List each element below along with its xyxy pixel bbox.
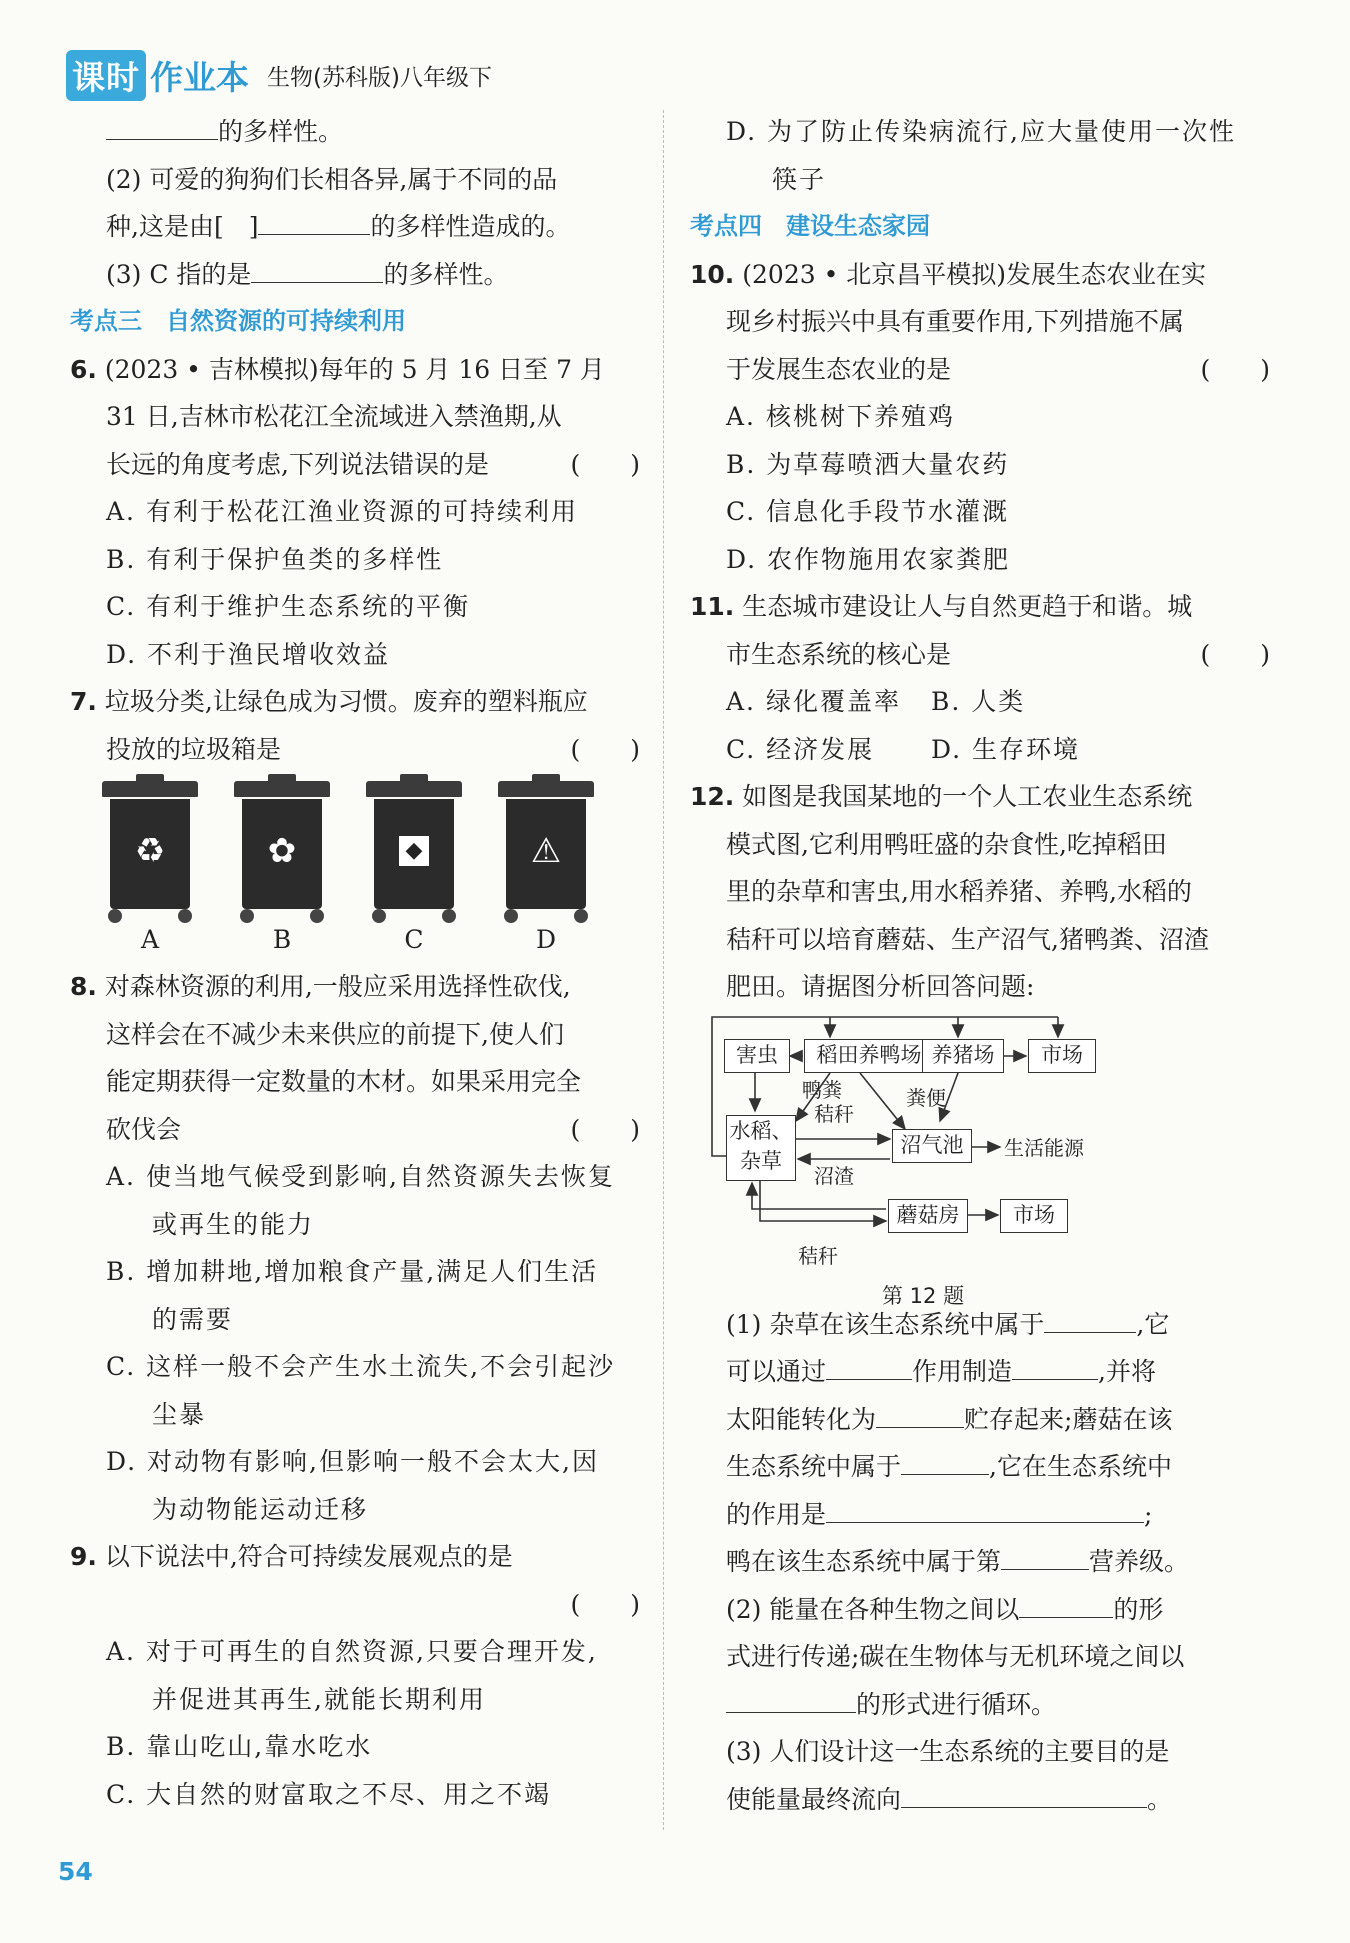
diagram-duck-dung-label: 鸭粪 <box>802 1077 842 1102</box>
q7-stem-line1: 7. 垃圾分类,让绿色成为习惯。废弃的塑料瓶应 <box>70 687 588 716</box>
q12-stem-line5: 肥田。请据图分析回答问题: <box>726 972 1035 1001</box>
diagram-straw-label-1: 秸秆 <box>814 1101 854 1126</box>
q11-option-a[interactable]: A. 绿化覆盖率 <box>726 687 901 716</box>
diagram-paddy-duck-box: 稻田养鸭场 <box>804 1039 934 1073</box>
q8-stem-line4: 砍伐会 ( ) <box>70 1106 640 1154</box>
q12-3-line2: 使能量最终流向 。 <box>690 1776 1270 1824</box>
q12-1-line2: 可以通过 作用制造 ,并将 <box>690 1348 1270 1396</box>
q8-stem-line1: 8. 对森林资源的利用,一般应采用选择性砍伐, <box>70 972 571 1001</box>
answer-blank[interactable] <box>901 1777 1147 1808</box>
q6-option-c[interactable]: C. 有利于维护生态系统的平衡 <box>106 592 471 621</box>
q7-stem-line2: 投放的垃圾箱是 ( ) <box>70 726 640 774</box>
bin-label-d: D <box>535 925 557 954</box>
q6-stem-line2: 31 日,吉林市松花江全流域进入禁渔期,从 <box>106 402 562 431</box>
q8-option-d-cont: 为动物能运动迁移 <box>152 1494 369 1524</box>
answer-blank[interactable] <box>106 109 218 140</box>
q8-option-c-cont: 尘暴 <box>152 1399 207 1429</box>
answer-blank[interactable] <box>258 204 370 235</box>
answer-blank[interactable] <box>901 1444 989 1475</box>
answer-paren[interactable]: ( ) <box>1200 354 1270 384</box>
q12-1-line3: 太阳能转化为 贮存起来;蘑菇在该 <box>690 1396 1270 1444</box>
other-waste-icon: ◆ <box>399 836 429 866</box>
trash-bin-c[interactable] <box>370 781 458 921</box>
answer-blank[interactable] <box>876 1397 964 1428</box>
q10-option-c[interactable]: C. 信息化手段节水灌溉 <box>726 497 1010 526</box>
logo-text: 作业本 <box>150 57 249 97</box>
q10-option-b[interactable]: B. 为草莓喷洒大量农药 <box>726 449 1010 479</box>
q5-3: (3) C 指的是 的多样性。 <box>70 251 640 299</box>
diagram-pig-farm-box: 养猪场 <box>922 1039 1004 1073</box>
q8-stem-line3: 能定期获得一定数量的木材。如果采用完全 <box>106 1067 582 1096</box>
q9-stem-line2 <box>70 1581 640 1629</box>
ecosystem-diagram <box>710 1011 1210 1308</box>
q9-stem-line1: 9. 以下说法中,符合可持续发展观点的是 <box>70 1542 513 1571</box>
q12-2-line1: (2) 能量在各种生物之间以 的形 <box>690 1586 1270 1634</box>
q11-option-b[interactable]: B. 人类 <box>931 687 1026 716</box>
diagram-straw-label-2: 秸秆 <box>798 1243 838 1268</box>
q12-2-line3: 的形式进行循环。 <box>690 1681 1270 1729</box>
subject-title: 生物(苏科版)八年级下 <box>267 64 492 91</box>
q11-options-ab <box>690 678 1270 726</box>
q6-stem-line1: 6. (2023 • 吉林模拟)每年的 5 月 16 日至 7 月 <box>70 354 605 384</box>
q11-stem-line1: 11. 生态城市建设让人与自然更趋于和谐。城 <box>690 592 1193 621</box>
answer-blank[interactable] <box>1019 1587 1113 1618</box>
diagram-energy-label: 生活能源 <box>1004 1135 1084 1160</box>
recycle-icon: ♻ <box>134 831 166 871</box>
trash-bin-d[interactable] <box>502 781 590 921</box>
right-column <box>690 108 1270 1823</box>
q9-option-c[interactable]: C. 大自然的财富取之不尽、用之不竭 <box>106 1779 552 1809</box>
diagram-dung-label: 粪便 <box>906 1085 946 1110</box>
q12-stem-line3: 里的杂草和害虫,用水稻养猪、养鸭,水稻的 <box>726 877 1192 906</box>
q6-option-a[interactable]: A. 有利于松花江渔业资源的可持续利用 <box>106 497 578 526</box>
q11-options-cd <box>690 726 1270 774</box>
q6-option-d[interactable]: D. 不利于渔民增收效益 <box>106 639 391 669</box>
q5-1-continuation: 的多样性。 <box>70 108 640 156</box>
diagram-rice-weeds-box: 水稻、 杂草 <box>726 1115 796 1181</box>
left-column <box>70 108 640 1818</box>
q12-1-line4: 生态系统中属于 ,它在生态系统中 <box>690 1443 1270 1491</box>
q9-option-d-cont: 筷子 <box>772 164 827 194</box>
q12-1-line6: 鸭在该生态系统中属于第 营养级。 <box>690 1538 1270 1586</box>
kitchen-waste-icon: ✿ <box>267 831 297 871</box>
diagram-market-box-2: 市场 <box>1000 1199 1068 1233</box>
diagram-biogas-box: 沼气池 <box>892 1129 972 1163</box>
q9-option-a[interactable]: A. 对于可再生的自然资源,只要合理开发, <box>106 1637 598 1666</box>
q10-stem-line1: 10. (2023 • 北京昌平模拟)发展生态农业在实 <box>690 259 1207 289</box>
q11-option-c[interactable]: C. 经济发展 <box>726 734 875 764</box>
q11-stem-line2: 市生态系统的核心是 ( ) <box>690 631 1270 679</box>
diagram-pest-box: 害虫 <box>724 1039 790 1073</box>
diagram-market-box-1: 市场 <box>1028 1039 1096 1073</box>
q6-option-b[interactable]: B. 有利于保护鱼类的多样性 <box>106 544 444 574</box>
q12-1-line1: (1) 杂草在该生态系统中属于 ,它 <box>690 1301 1270 1349</box>
answer-paren[interactable]: ( ) <box>570 1114 640 1144</box>
section-heading-3: 考点三 自然资源的可持续利用 <box>70 307 406 335</box>
q12-3-line1: (3) 人们设计这一生态系统的主要目的是 <box>726 1737 1170 1766</box>
q8-option-c[interactable]: C. 这样一般不会产生水土流失,不会引起沙 <box>106 1352 616 1381</box>
q6-stem-line3: 长远的角度考虑,下列说法错误的是 ( ) <box>70 441 640 489</box>
q8-option-b-cont: 的需要 <box>152 1304 234 1334</box>
logo-badge: 课时 <box>66 50 146 101</box>
bin-label-c: C <box>404 925 424 954</box>
q12-stem-line1: 12. 如图是我国某地的一个人工农业生态系统 <box>690 782 1193 811</box>
bin-label-a: A <box>140 925 160 954</box>
q10-stem-line3: 于发展生态农业的是 ( ) <box>690 346 1270 394</box>
q8-option-a-cont: 或再生的能力 <box>152 1209 315 1239</box>
answer-blank[interactable] <box>1044 1302 1136 1333</box>
q5-2-line1: (2) 可爱的狗狗们长相各异,属于不同的品 <box>106 164 558 194</box>
q9-option-b[interactable]: B. 靠山吃山,靠水吃水 <box>106 1732 373 1761</box>
q8-stem-line2: 这样会在不减少未来供应的前提下,使人们 <box>106 1019 564 1049</box>
trash-bin-a[interactable] <box>106 781 194 921</box>
q9-option-d[interactable]: D. 为了防止传染病流行,应大量使用一次性 <box>726 117 1236 146</box>
q8-option-b[interactable]: B. 增加耕地,增加粮食产量,满足人们生活 <box>106 1257 599 1286</box>
page-header <box>66 52 492 98</box>
answer-blank[interactable] <box>826 1349 912 1380</box>
answer-paren[interactable]: ( ) <box>1200 639 1270 669</box>
q10-option-d[interactable]: D. 农作物施用农家粪肥 <box>726 544 1011 574</box>
q8-option-d[interactable]: D. 对动物有影响,但影响一般不会太大,因 <box>106 1447 599 1476</box>
q8-option-a[interactable]: A. 使当地气候受到影响,自然资源失去恢复 <box>106 1162 615 1191</box>
diagram-mushroom-box: 蘑菇房 <box>888 1199 968 1233</box>
page-number: 54 <box>58 1857 93 1886</box>
q12-stem-line4: 秸秆可以培育蘑菇、生产沼气,猪鸭粪、沼渣 <box>726 924 1209 954</box>
answer-blank[interactable] <box>826 1492 1144 1523</box>
answer-blank[interactable] <box>1001 1539 1089 1570</box>
answer-blank[interactable] <box>251 252 383 283</box>
q11-option-d[interactable]: D. 生存环境 <box>931 734 1081 764</box>
bin-label-b: B <box>272 925 292 954</box>
q12-stem-line2: 模式图,它利用鸭旺盛的杂食性,吃掉稻田 <box>726 829 1167 859</box>
column-divider <box>663 110 664 1830</box>
answer-paren[interactable]: ( ) <box>570 1589 640 1619</box>
q9-option-a-cont: 并促进其再生,就能长期利用 <box>152 1684 486 1714</box>
answer-blank[interactable] <box>1012 1349 1098 1380</box>
diagram-residue-label: 沼渣 <box>814 1163 854 1188</box>
answer-paren[interactable]: ( ) <box>570 734 640 764</box>
q10-stem-line2: 现乡村振兴中具有重要作用,下列措施不属 <box>726 307 1184 336</box>
q12-2-line2: 式进行传递;碳在生物体与无机环境之间以 <box>726 1642 1185 1671</box>
q5-2-line2: 种,这是由[ ] 的多样性造成的。 <box>70 203 640 251</box>
q10-option-a[interactable]: A. 核桃树下养殖鸡 <box>726 402 955 431</box>
trash-bin-b[interactable] <box>238 781 326 921</box>
hazardous-waste-icon: ⚠ <box>530 831 562 871</box>
answer-paren[interactable]: ( ) <box>570 449 640 479</box>
figure-caption: 第 12 题 <box>882 1283 965 1308</box>
q12-1-line5: 的作用是 ; <box>690 1491 1270 1539</box>
answer-blank[interactable] <box>726 1682 856 1713</box>
trash-bins-figure <box>106 773 606 963</box>
section-heading-4: 考点四 建设生态家园 <box>690 212 930 240</box>
